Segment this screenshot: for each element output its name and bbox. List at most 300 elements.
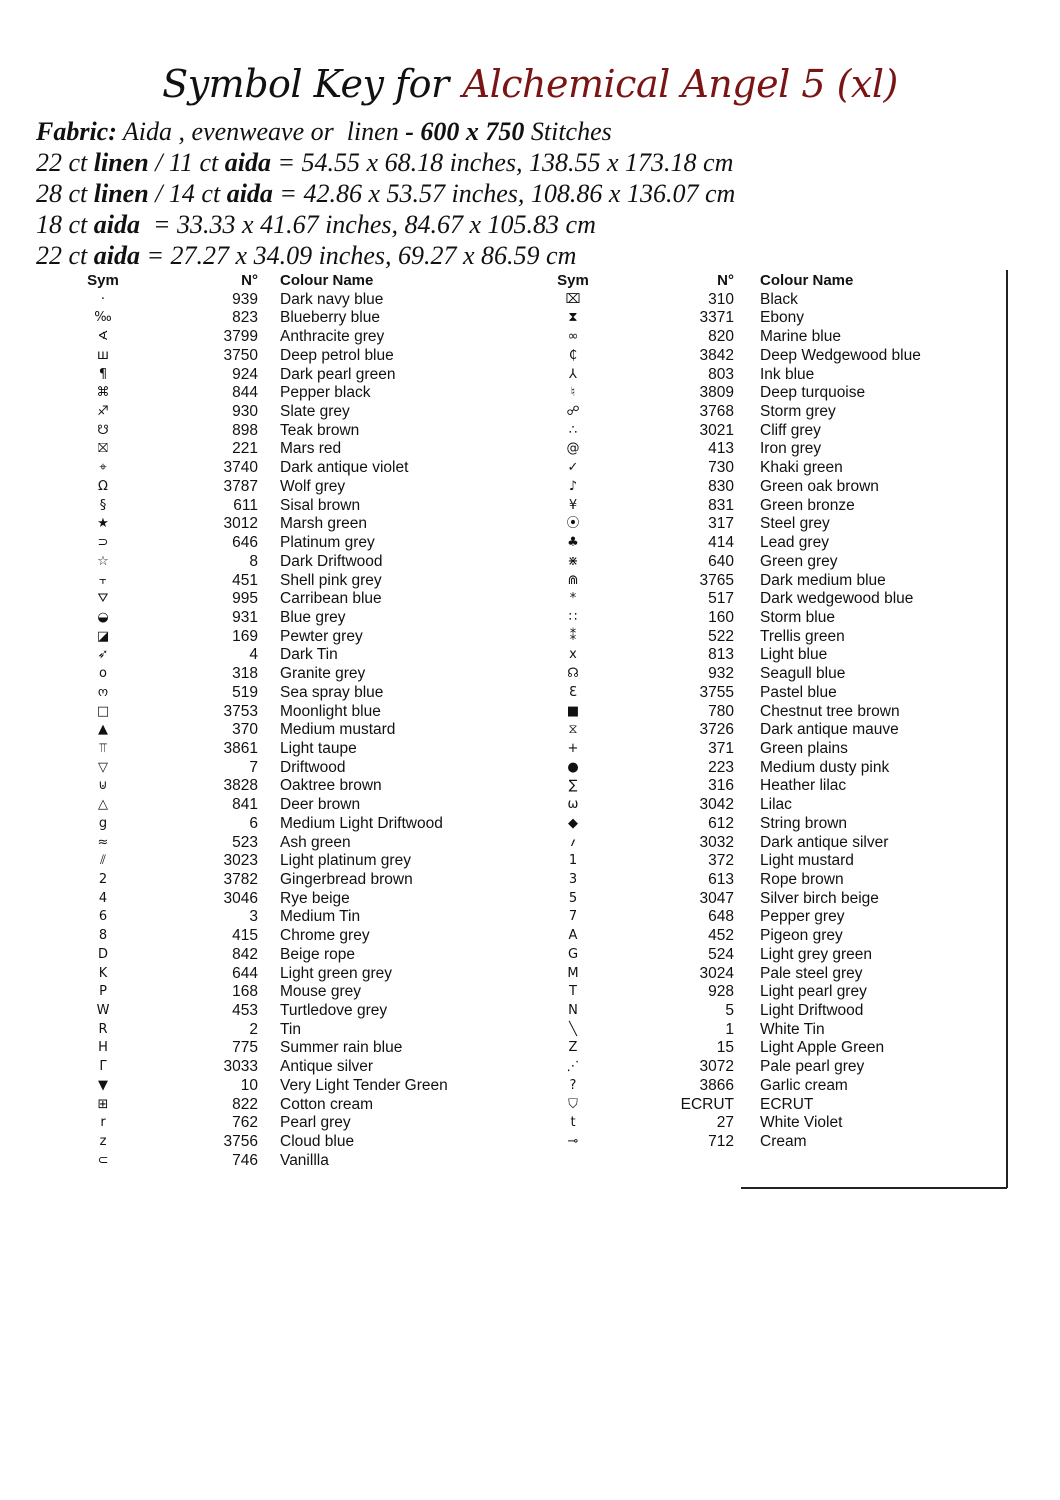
colour-name-cell: Green grey xyxy=(760,552,838,570)
number-cell: 3726 xyxy=(699,721,734,739)
colour-name-cell: Chrome grey xyxy=(280,927,370,945)
symbol-cell: ♮ xyxy=(570,385,576,401)
symbol-cell: ☆ xyxy=(97,553,109,569)
symbol-cell: ♣ xyxy=(567,535,579,551)
symbol-cell: ★ xyxy=(97,516,109,532)
symbol-cell: □ xyxy=(96,703,110,719)
number-cell: 831 xyxy=(708,496,734,514)
number-cell: 3782 xyxy=(223,871,258,888)
symbol-cell: ⊂ xyxy=(97,1152,109,1168)
colour-name-cell: Light green grey xyxy=(280,964,393,982)
number-cell: 3755 xyxy=(699,683,734,701)
number-cell: 221 xyxy=(232,440,258,458)
number-cell: 3371 xyxy=(699,309,734,327)
number-cell: 3 xyxy=(249,908,258,926)
number-cell: 611 xyxy=(233,496,258,514)
number-cell: 372 xyxy=(708,852,734,870)
header-num: N° xyxy=(241,272,258,289)
size-b1: aida xyxy=(93,210,140,239)
number-cell: 924 xyxy=(232,365,258,383)
colour-name-cell: Cotton cream xyxy=(280,1095,374,1113)
number-cell: 3842 xyxy=(699,346,734,364)
symbol-cell: ≈ xyxy=(97,834,109,850)
symbol-cell: + xyxy=(567,740,579,756)
header-sym: Sym xyxy=(87,272,119,289)
symbol-cell: ╲ xyxy=(569,1021,577,1037)
number-cell: 820 xyxy=(708,328,734,346)
colour-name-cell: Sisal brown xyxy=(280,496,361,514)
colour-name-cell: Carribean blue xyxy=(280,590,382,608)
number-cell: 930 xyxy=(232,403,258,421)
number-cell: 830 xyxy=(708,477,734,495)
colour-name-cell: Light taupe xyxy=(280,739,357,757)
number-cell: 3012 xyxy=(223,515,258,533)
colour-name-cell: Storm blue xyxy=(760,608,835,626)
symbol-cell: ➶ xyxy=(97,647,109,663)
number-cell: 780 xyxy=(708,702,734,720)
number-cell: 3750 xyxy=(223,346,258,364)
number-cell: 370 xyxy=(232,721,258,739)
colour-name-cell: Slate grey xyxy=(280,403,350,421)
colour-name-cell: Dark wedgewood blue xyxy=(760,590,914,608)
colour-name-cell: Heather lilac xyxy=(760,777,847,795)
colour-name-cell: Marine blue xyxy=(760,328,841,346)
number-cell: 524 xyxy=(708,945,734,963)
colour-name-cell: Pewter grey xyxy=(280,627,363,645)
colour-name-cell: Green bronze xyxy=(760,496,855,514)
colour-name-cell: Summer rain blue xyxy=(280,1039,403,1057)
number-cell: 995 xyxy=(232,590,258,608)
symbol-cell: N xyxy=(568,1003,578,1019)
colour-name-cell: Blue grey xyxy=(280,608,346,626)
number-cell: 27 xyxy=(716,1114,734,1132)
symbol-cell: K xyxy=(98,965,108,981)
size-b2: aida xyxy=(226,179,273,208)
size-pre: 22 ct xyxy=(36,148,94,177)
colour-name-cell: Rope brown xyxy=(760,871,844,888)
number-cell: 898 xyxy=(232,421,258,439)
colour-name-cell: Ebony xyxy=(760,309,804,327)
colour-name-cell: Cloud blue xyxy=(280,1133,355,1151)
symbol-cell: A xyxy=(568,928,578,944)
symbol-cell: ∢ xyxy=(97,329,109,345)
size-post: = 54.55 x 68.18 inches, 138.55 x 173.18 cm xyxy=(270,148,734,177)
size-pre: 22 ct xyxy=(36,241,94,270)
size-b1: aida xyxy=(93,241,140,270)
colour-name-cell: Light Apple Green xyxy=(760,1039,885,1057)
symbol-cell: ⫪ xyxy=(99,740,107,756)
colour-name-cell: Dark antique silver xyxy=(760,833,889,851)
colour-name-cell: Anthracite grey xyxy=(280,328,385,346)
symbol-cell: ▽ xyxy=(98,759,108,775)
colour-name-cell: White Violet xyxy=(760,1114,843,1132)
colour-name-cell: Steel grey xyxy=(760,515,830,533)
symbol-cell: ☋ xyxy=(97,422,109,438)
symbol-cell: Γ xyxy=(99,1059,107,1075)
symbol-cell: ☍ xyxy=(566,404,580,420)
symbol-cell: ⫽ xyxy=(100,853,106,869)
colour-name-cell: White Tin xyxy=(760,1020,825,1038)
colour-name-cell: Blueberry blue xyxy=(280,309,380,327)
symbol-cell: r xyxy=(100,1115,106,1131)
colour-name-cell: Granite grey xyxy=(280,665,366,683)
symbol-cell: 8 xyxy=(98,928,108,944)
number-cell: 169 xyxy=(232,627,258,645)
colour-name-cell: Storm grey xyxy=(760,403,836,421)
number-cell: 3072 xyxy=(699,1058,734,1076)
number-cell: 453 xyxy=(232,1002,258,1020)
colour-name-cell: Antique silver xyxy=(280,1058,374,1076)
symbol-cell: § xyxy=(99,497,107,513)
colour-name-cell: Tin xyxy=(280,1020,301,1038)
colour-name-cell: Trellis green xyxy=(760,627,845,645)
colour-name-cell: Iron grey xyxy=(760,440,822,458)
colour-name-cell: Beige rope xyxy=(280,945,355,963)
colour-name-cell: Silver birch beige xyxy=(760,889,879,907)
symbol-cell: Ω xyxy=(98,478,108,494)
colour-name-cell: Wolf grey xyxy=(280,477,346,495)
stitch-count: - 600 x 750 xyxy=(405,117,525,146)
number-cell: 522 xyxy=(708,627,734,645)
size-line xyxy=(36,147,735,178)
colour-name-cell: Medium Tin xyxy=(280,908,361,926)
colour-name-cell: Dark antique violet xyxy=(280,459,409,477)
number-cell: 712 xyxy=(708,1133,734,1151)
number-cell: 10 xyxy=(240,1076,258,1094)
colour-name-cell: Cream xyxy=(760,1133,807,1151)
number-cell: 3023 xyxy=(223,852,258,870)
number-cell: 413 xyxy=(708,440,734,458)
header-sym: Sym xyxy=(557,272,589,289)
colour-name-cell: Pepper black xyxy=(280,384,371,402)
number-cell: 3809 xyxy=(699,384,734,402)
symbol-cell: 1 xyxy=(568,853,578,869)
symbol-cell: · xyxy=(100,291,106,307)
number-cell: 316 xyxy=(708,777,734,795)
header-name: Colour Name xyxy=(760,272,854,289)
symbol-cell: ¥ xyxy=(568,497,578,513)
stitch-suffix: Stitches xyxy=(524,117,612,146)
symbol-cell: ⛉ xyxy=(568,1096,578,1112)
symbol-cell: R xyxy=(98,1021,108,1037)
colour-name-cell: Green plains xyxy=(760,739,848,757)
symbol-cell: 3 xyxy=(568,872,578,887)
colour-name-cell: Khaki green xyxy=(760,459,843,477)
colour-name-cell: Light blue xyxy=(760,646,828,664)
number-cell: 813 xyxy=(708,646,734,664)
symbol-cell: ⌧ xyxy=(565,291,581,307)
title-prefix: Symbol Key for xyxy=(162,62,449,106)
size-pre: 28 ct xyxy=(36,179,94,208)
colour-name-cell: Deep turquoise xyxy=(760,384,866,402)
colour-name-cell: Deer brown xyxy=(280,796,361,814)
symbol-cell: ◪ xyxy=(96,628,110,644)
number-cell: 939 xyxy=(232,290,258,308)
colour-name-cell: Medium dusty pink xyxy=(760,758,890,776)
colour-name-cell: Moonlight blue xyxy=(280,702,381,720)
colour-name-cell: Chestnut tree brown xyxy=(760,702,900,720)
symbol-cell: △ xyxy=(98,797,108,813)
number-cell: 7 xyxy=(249,758,258,776)
symbol-cell: ⛛ xyxy=(97,591,109,607)
number-cell: 3047 xyxy=(699,889,734,907)
number-cell: 841 xyxy=(232,796,258,814)
number-cell: 775 xyxy=(232,1039,258,1057)
number-cell: 3024 xyxy=(699,964,734,982)
symbol-cell: ⊍ xyxy=(98,778,108,794)
number-cell: 3046 xyxy=(223,889,258,907)
symbol-cell: 2 xyxy=(98,872,108,887)
symbol-cell: M xyxy=(567,965,579,981)
colour-name-cell: Light mustard xyxy=(760,852,854,870)
fabric-info xyxy=(36,116,735,271)
symbol-cell: ω xyxy=(567,797,579,813)
number-cell: 317 xyxy=(708,515,734,533)
symbol-cell: ● xyxy=(567,759,579,775)
colour-name-cell: Light Driftwood xyxy=(760,1002,864,1020)
symbol-cell: z xyxy=(99,1134,107,1150)
symbol-cell: ო xyxy=(97,684,109,700)
symbol-cell: ؍ xyxy=(569,834,577,850)
number-cell: 414 xyxy=(708,534,734,552)
number-cell: 3042 xyxy=(699,796,734,814)
size-pre: 18 ct xyxy=(36,210,94,239)
colour-name-cell: Turtledove grey xyxy=(280,1002,388,1020)
symbol-cell: ✓ xyxy=(567,460,579,476)
symbol-cell: P xyxy=(99,984,107,1000)
colour-name-cell: Pastel blue xyxy=(760,683,837,701)
symbol-cell: D xyxy=(97,946,108,962)
pattern-name: Alchemical Angel 5 (xl) xyxy=(462,62,898,106)
colour-name-cell: Deep petrol blue xyxy=(280,346,394,364)
symbol-cell: ш xyxy=(97,347,109,363)
symbol-cell: ■ xyxy=(566,703,580,719)
number-cell: 3799 xyxy=(223,328,258,346)
number-cell: 648 xyxy=(708,908,734,926)
number-cell: 452 xyxy=(708,927,734,945)
colour-name-cell: Pigeon grey xyxy=(760,927,843,945)
number-cell: 3765 xyxy=(699,571,734,589)
colour-name-cell: Mars red xyxy=(280,440,342,458)
colour-name-cell: Rye beige xyxy=(280,889,350,907)
colour-name-cell: Lead grey xyxy=(760,534,829,552)
symbol-cell: ◆ xyxy=(568,815,578,831)
number-cell: 612 xyxy=(708,814,734,832)
symbol-cell: ⛝ xyxy=(98,441,108,457)
symbol-cell: g xyxy=(98,815,108,831)
symbol-cell: ⦿ xyxy=(566,516,580,532)
symbol-cell: ¶ xyxy=(98,366,108,382)
symbol-cell: 7 xyxy=(568,909,578,925)
colour-name-cell: Pearl grey xyxy=(280,1114,351,1132)
symbol-cell: ♐ xyxy=(97,404,109,420)
symbol-cell: ⊃ xyxy=(97,535,109,551)
size-mid: / 14 ct xyxy=(148,179,227,208)
symbol-cell: W xyxy=(96,1003,110,1019)
colour-name-cell: Medium mustard xyxy=(280,721,396,739)
colour-name-cell: Teak brown xyxy=(280,421,360,439)
number-cell: 1 xyxy=(725,1020,734,1038)
symbol-cell: ☊ xyxy=(567,666,579,682)
symbol-cell: 6 xyxy=(98,909,108,925)
symbol-cell: ⌘ xyxy=(96,385,110,401)
symbol-cell: Ɛ xyxy=(569,684,577,700)
symbol-cell: ∞ xyxy=(567,329,579,345)
number-cell: 168 xyxy=(232,983,258,1001)
colour-name-cell: Platinum grey xyxy=(280,534,375,552)
number-cell: 3866 xyxy=(699,1076,734,1094)
symbol-cell: ⫟ xyxy=(99,572,107,588)
number-cell: 932 xyxy=(708,665,734,683)
fabric-types: Aida , evenweave or linen xyxy=(116,117,406,146)
colour-name-cell: Garlic cream xyxy=(760,1076,848,1094)
symbol-cell: G xyxy=(567,946,579,962)
number-cell: 3021 xyxy=(699,421,734,439)
number-cell: 371 xyxy=(708,739,734,757)
number-cell: 842 xyxy=(232,945,258,963)
symbol-cell: ⊞ xyxy=(97,1096,109,1112)
number-cell: 3033 xyxy=(223,1058,258,1076)
page-title xyxy=(0,58,1060,110)
colour-name-cell: Seagull blue xyxy=(760,665,846,683)
number-cell: 3740 xyxy=(223,459,258,477)
number-cell: 3032 xyxy=(699,833,734,851)
number-cell: 6 xyxy=(249,814,258,832)
symbol-cell: ⧗ xyxy=(568,310,578,326)
symbol-cell: * xyxy=(569,591,577,607)
symbol-cell: ⅄ xyxy=(569,366,577,382)
number-cell: 318 xyxy=(232,665,258,683)
colour-name-cell: String brown xyxy=(760,814,848,832)
number-cell: 730 xyxy=(708,459,734,477)
colour-name-cell: Mouse grey xyxy=(280,983,361,1001)
colour-name-cell: Very Light Tender Green xyxy=(280,1076,448,1094)
number-cell: 803 xyxy=(708,365,734,383)
number-cell: 415 xyxy=(232,927,258,945)
symbol-cell: ‰ xyxy=(94,310,112,326)
colour-name-cell: Light platinum grey xyxy=(280,852,411,870)
size-line xyxy=(36,240,735,271)
size-post: = 27.27 x 34.09 inches, 69.27 x 86.59 cm xyxy=(140,241,577,270)
number-cell: 646 xyxy=(232,534,258,552)
symbol-cell: @ xyxy=(566,441,580,457)
symbol-cell: ⊸ xyxy=(567,1134,579,1150)
symbol-cell: ♪ xyxy=(568,478,578,494)
number-cell: 613 xyxy=(708,871,734,888)
size-mid: / 11 ct xyxy=(148,148,225,177)
colour-name-cell: Ash green xyxy=(280,833,351,851)
number-cell: 451 xyxy=(232,571,258,589)
symbol-cell: t xyxy=(570,1115,576,1131)
symbol-cell: ₵ xyxy=(568,347,578,363)
number-cell: 3861 xyxy=(223,739,258,757)
size-post: = 42.86 x 53.57 inches, 108.86 x 136.07 cm xyxy=(272,179,736,208)
number-cell: 5 xyxy=(725,1002,734,1020)
colour-name-cell: Pepper grey xyxy=(760,908,845,926)
symbol-cell: ∴ xyxy=(568,422,578,438)
symbol-cell: ⌖ xyxy=(99,460,107,476)
colour-name-cell: Light grey green xyxy=(760,945,873,963)
size-post: = 33.33 x 41.67 inches, 84.67 x 105.83 cm xyxy=(140,210,596,239)
number-cell: 160 xyxy=(708,608,734,626)
symbol-cell: ⋰ xyxy=(566,1059,580,1075)
number-cell: 3787 xyxy=(223,477,258,495)
number-cell: 517 xyxy=(708,590,734,608)
colour-name-cell: Green oak brown xyxy=(760,477,879,495)
number-cell: 762 xyxy=(232,1114,258,1132)
symbol-cell: 5 xyxy=(568,890,578,906)
symbol-cell: ⋇ xyxy=(567,553,579,569)
size-line xyxy=(36,178,735,209)
colour-name-cell: Driftwood xyxy=(280,758,346,776)
header-num: N° xyxy=(717,272,734,289)
colour-name-cell: Cliff grey xyxy=(760,421,821,439)
colour-name-cell: Deep Wedgewood blue xyxy=(760,346,921,364)
symbol-cell: x xyxy=(569,647,577,663)
number-cell: 8 xyxy=(249,552,258,570)
colour-name-cell: Pale steel grey xyxy=(760,964,863,982)
colour-name-cell: Vanillla xyxy=(280,1151,329,1169)
symbol-cell: ∑ xyxy=(568,778,578,794)
number-cell: 931 xyxy=(232,608,258,626)
colour-name-cell: Gingerbread brown xyxy=(280,871,413,888)
symbol-cell: H xyxy=(98,1040,108,1056)
number-cell: 3828 xyxy=(223,777,258,795)
number-cell: 523 xyxy=(232,833,258,851)
symbol-cell: ⋒ xyxy=(567,572,579,588)
symbol-cell: ∷ xyxy=(568,609,578,625)
number-cell: 746 xyxy=(232,1151,258,1169)
size-b2: aida xyxy=(224,148,271,177)
size-line xyxy=(36,209,735,240)
number-cell: 644 xyxy=(232,964,258,982)
symbol-cell: 4 xyxy=(98,890,108,906)
number-cell: 640 xyxy=(708,552,734,570)
header-name: Colour Name xyxy=(280,272,374,289)
fabric-label: Fabric: xyxy=(36,117,117,146)
number-cell: 4 xyxy=(249,646,258,664)
number-cell: 223 xyxy=(708,758,734,776)
number-cell: 844 xyxy=(232,384,258,402)
number-cell: 3768 xyxy=(699,403,734,421)
number-cell: 823 xyxy=(232,309,258,327)
symbol-cell: ⧖ xyxy=(568,722,578,738)
symbol-cell: ? xyxy=(569,1077,577,1093)
symbol-cell: T xyxy=(569,984,577,1000)
colour-name-cell: Dark Driftwood xyxy=(280,552,383,570)
colour-name-cell: Ink blue xyxy=(760,365,815,383)
number-cell: 822 xyxy=(232,1095,258,1113)
number-cell: 928 xyxy=(708,983,734,1001)
number-cell: ECRUT xyxy=(680,1095,734,1113)
fabric-line xyxy=(36,116,735,147)
colour-name-cell: Oaktree brown xyxy=(280,777,382,795)
symbol-cell: ▼ xyxy=(98,1077,108,1093)
symbol-cell: ⁑ xyxy=(569,628,577,644)
colour-name-cell: Pale pearl grey xyxy=(760,1058,865,1076)
symbol-cell: ◒ xyxy=(97,609,109,625)
size-b1: linen xyxy=(93,148,149,177)
number-cell: 2 xyxy=(249,1020,258,1038)
colour-name-cell: Dark medium blue xyxy=(760,571,886,589)
table-border-bottom xyxy=(741,1187,1007,1189)
colour-name-cell: Dark antique mauve xyxy=(760,721,899,739)
number-cell: 310 xyxy=(708,290,734,308)
colour-name-cell: Sea spray blue xyxy=(280,683,384,701)
number-cell: 3753 xyxy=(223,702,258,720)
colour-name-cell: Light pearl grey xyxy=(760,983,867,1001)
symbol-cell: o xyxy=(99,666,107,682)
